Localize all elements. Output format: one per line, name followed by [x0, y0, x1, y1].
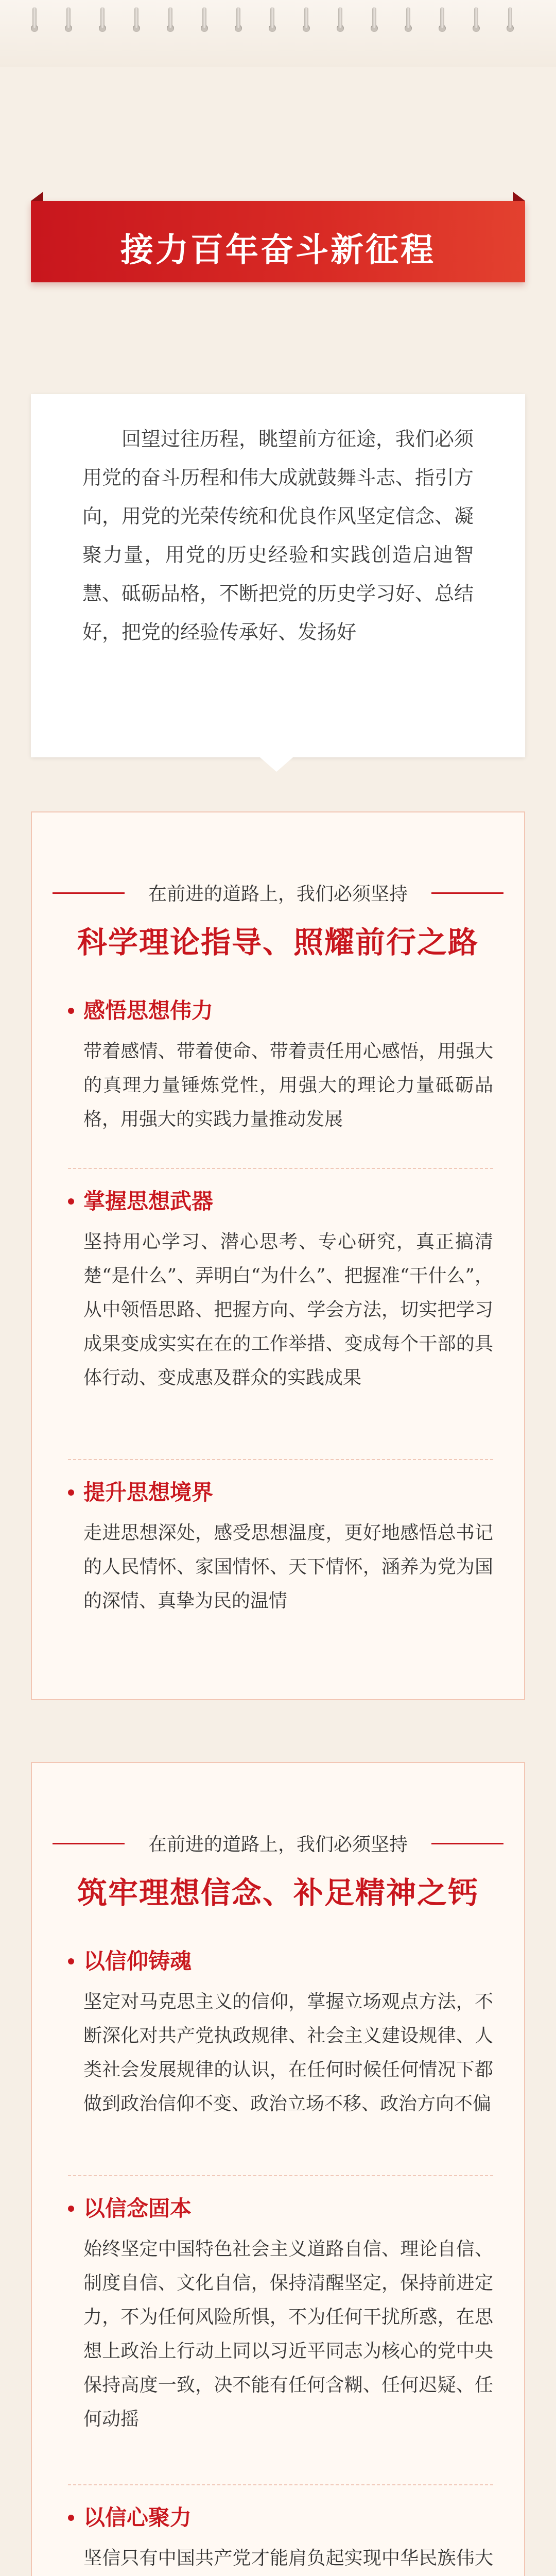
bullet-icon [68, 2515, 74, 2521]
spiral-ring-icon [371, 25, 378, 32]
section-title: 科学理论指导、照耀前行之路 [77, 925, 479, 960]
bullet-icon [68, 1198, 74, 1205]
item-heading [68, 1186, 493, 1217]
item-heading [68, 2193, 493, 2224]
spiral-ring-icon [31, 25, 38, 32]
item-body: 始终坚定中国特色社会主义道路自信、理论自信、制度自信、文化自信，保持清醒坚定，保持前进定力，不为任何风险所惧，不为任何干扰所惑，在思想上政治上行动上同以习近平同志为核心的党中央保持高度一致，决不能有任何含糊、任何迟疑、任何动摇 [83, 2239, 493, 2430]
item-heading [68, 1477, 493, 1508]
section-title: 筑牢理想信念、补足精神之钙 [77, 1875, 479, 1910]
spiral-ring-icon [99, 25, 106, 32]
item-heading-text: 掌握思想武器 [83, 1189, 214, 1214]
section-scientific-theory [31, 811, 525, 1700]
bullet-icon [68, 1489, 74, 1496]
intro-text: 回望过往历程，眺望前方征途，我们必须用党的奋斗历程和伟大成就鼓舞斗志、指引方向，用党的光荣传统和优良作风坚定信念、凝聚力量，用党的历史经验和实践创造启迪智慧、砥砺品格，不断把党的历史学习好、总结好，把党的经验传承好、发扬好 [82, 428, 474, 643]
item-heading-text: 以信仰铸魂 [83, 1948, 192, 1974]
divider [68, 1168, 493, 1169]
spiral-ring-icon [439, 25, 446, 32]
item-body: 带着感情、带着使命、带着责任用心感悟，用强大的真理力量锤炼党性，用强大的理论力量砥砺品格，用强大的实践力量推动发展 [83, 1041, 493, 1130]
list-item [68, 2502, 493, 2576]
spiral-ring-icon [133, 25, 140, 32]
list-item [68, 2193, 493, 2436]
intro-pointer-icon [260, 757, 293, 772]
bullet-icon [68, 2206, 74, 2212]
divider [68, 2175, 493, 2176]
item-body: 坚信只有中国共产党才能肩负起实现中华民族伟大 [83, 2548, 493, 2569]
list-item [68, 1186, 493, 1395]
item-body: 坚持用心学习、潜心思考、专心研究，真正搞清楚“是什么”、弄明白“为什么”、把握准“干什么”，从中领悟思路、把握方向、学会方法，切实把学习成果变成实实在在的工作举措、变成每个干部的具体行动、变成惠及群众的实践成果 [83, 1231, 493, 1388]
item-heading-text: 提升思想境界 [83, 1480, 214, 1505]
spiral-ring-icon [201, 25, 208, 32]
list-item [68, 995, 493, 1137]
title-banner [31, 201, 525, 282]
spiral-ring-icon [507, 25, 514, 32]
spiral-ring-icon [303, 25, 310, 32]
spiral-ring-icon [167, 25, 174, 32]
item-body: 坚定对马克思主义的信仰，掌握立场观点方法，不断深化对共产党执政规律、社会主义建设规律、人类社会发展规律的认识，在任何时候任何情况下都做到政治信仰不变、政治立场不移、政治方向不偏 [83, 1991, 493, 2114]
item-heading [68, 995, 493, 1026]
divider [68, 2484, 493, 2485]
spiral-ring-icon [269, 25, 276, 32]
spiral-ring-icon [65, 25, 72, 32]
item-heading [68, 1946, 493, 1977]
item-heading [68, 2502, 493, 2533]
section-subtitle: 在前进的道路上，我们必须坚持 [148, 884, 408, 905]
spiral-ring-icon [405, 25, 412, 32]
page-title: 接力百年奋斗新征程 [120, 231, 436, 269]
subtitle-line-right [431, 892, 503, 894]
list-item [68, 1946, 493, 2121]
intro-card [31, 394, 525, 757]
bullet-icon [68, 1008, 74, 1014]
divider [68, 1459, 493, 1460]
list-item [68, 1477, 493, 1618]
subtitle-line-right [431, 1843, 503, 1844]
item-body: 走进思想深处，感受思想温度，更好地感悟总书记的人民情怀、家国情怀、天下情怀，涵养为党为国的深情、真挚为民的温情 [83, 1522, 493, 1612]
section-subtitle: 在前进的道路上，我们必须坚持 [148, 1834, 408, 1855]
item-heading-text: 以信心聚力 [83, 2505, 192, 2530]
spiral-ring-icon [235, 25, 242, 32]
spiral-ring-icon [337, 25, 344, 32]
item-heading-text: 感悟思想伟力 [83, 998, 214, 1023]
notebook-spiral [0, 0, 556, 67]
item-heading-text: 以信念固本 [83, 2196, 192, 2221]
spiral-ring-icon [473, 25, 480, 32]
bullet-icon [68, 1958, 74, 1964]
section-ideals-beliefs [31, 1762, 525, 2576]
